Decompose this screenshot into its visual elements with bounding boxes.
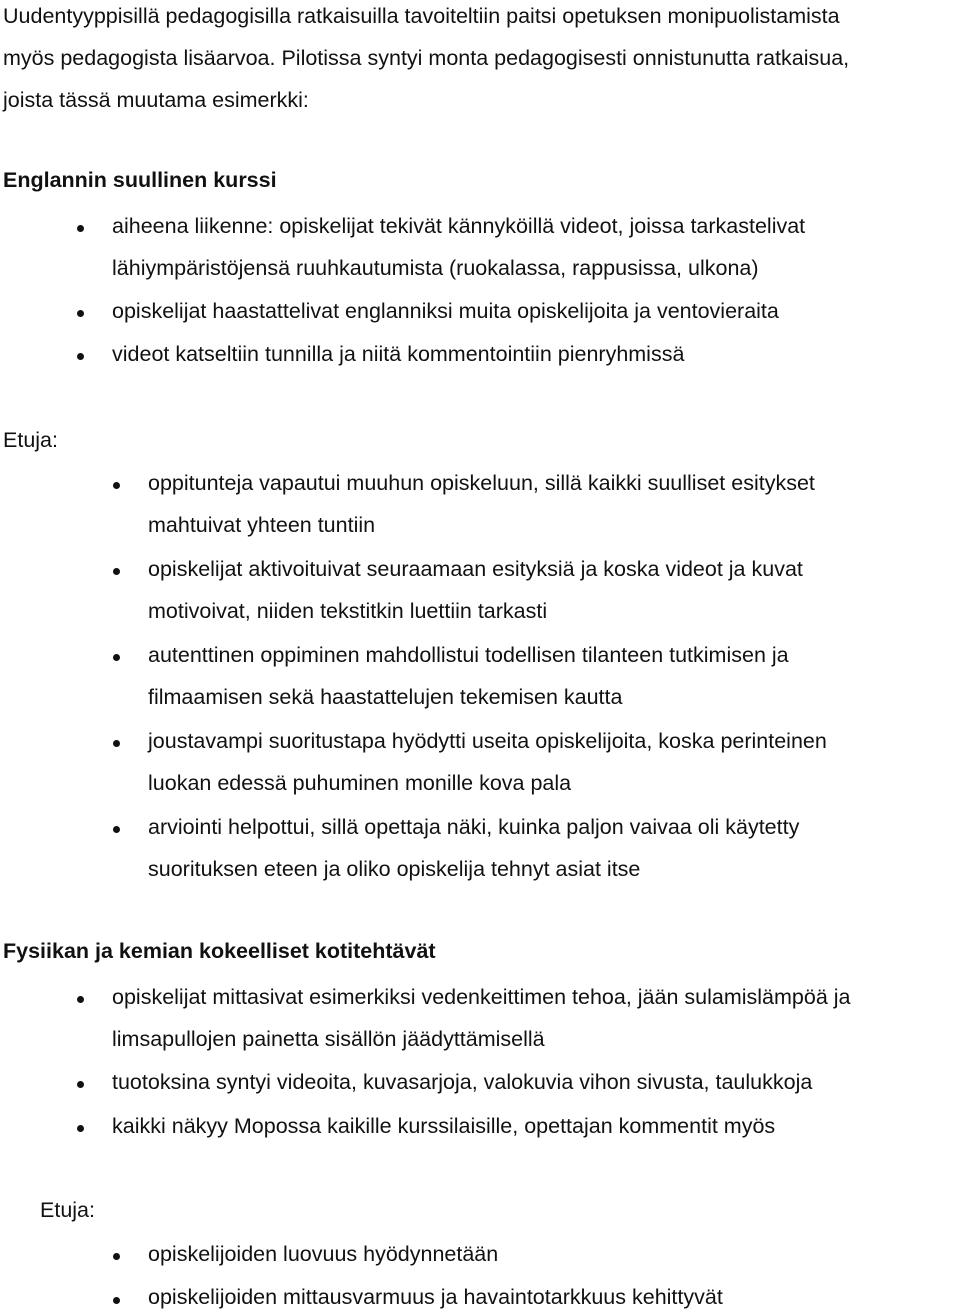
bullet-icon (113, 826, 120, 833)
list-item-line: opiskelijat aktivoituivat seuraamaan esityksiä ja koska videot ja kuvat (148, 557, 803, 581)
list-item-line: joustavampi suoritustapa hyödytti useita opiskelijoita, koska perinteinen (148, 729, 827, 753)
section-heading-english: Englannin suullinen kurssi (3, 168, 277, 192)
list-item-line: limsapullojen painetta sisällön jäädyttämisellä (112, 1027, 545, 1051)
bullet-icon (113, 482, 120, 489)
bullet-icon (77, 353, 84, 360)
list-item-line: filmaamisen sekä haastattelujen tekemisen kautta (148, 685, 623, 709)
list-item-line: opiskelijat mittasivat esimerkiksi vedenkeittimen tehoa, jään sulamislämpöä ja (112, 985, 851, 1009)
list-item-line: arviointi helpottui, sillä opettaja näki, kuinka paljon vaivaa oli käytetty (148, 815, 800, 839)
list-item-line: oppitunteja vapautui muuhun opiskeluun, sillä kaikki suulliset esitykset (148, 471, 815, 495)
list-item-line: videot katseltiin tunnilla ja niitä kommentointiin pienryhmissä (112, 342, 685, 366)
list-item-line: kaikki näkyy Mopossa kaikille kurssilaisille, opettajan kommentit myös (112, 1114, 776, 1138)
bullet-icon (113, 1297, 120, 1304)
list-item-line: aiheena liikenne: opiskelijat tekivät kännyköillä videot, joissa tarkastelivat (112, 214, 806, 238)
bullet-icon (113, 740, 120, 747)
bullet-icon (77, 1081, 84, 1088)
list-item-line: opiskelijoiden mittausvarmuus ja havaintotarkkuus kehittyvät (148, 1285, 723, 1309)
intro-line-3: joista tässä muutama esimerkki: (3, 88, 309, 112)
bullet-icon (77, 1125, 84, 1132)
benefits-label: Etuja: (40, 1198, 95, 1222)
list-item-line: opiskelijat haastattelivat englanniksi muita opiskelijoita ja ventovieraita (112, 299, 779, 323)
list-item-line: tuotoksina syntyi videoita, kuvasarjoja, valokuvia vihon sivusta, taulukkoja (112, 1070, 813, 1094)
list-item-line: lähiympäristöjensä ruuhkautumista (ruokalassa, rappusissa, ulkona) (112, 256, 759, 280)
bullet-icon (77, 310, 84, 317)
bullet-icon (77, 225, 84, 232)
intro-line-2: myös pedagogista lisäarvoa. Pilotissa syntyi monta pedagogisesti onnistunutta ratkaisua, (3, 46, 850, 70)
bullet-icon (113, 654, 120, 661)
list-item-line: luokan edessä puhuminen monille kova pala (148, 771, 572, 795)
intro-line-1: Uudentyyppisillä pedagogisilla ratkaisuilla tavoiteltiin paitsi opetuksen monipuolistamista (3, 4, 840, 28)
bullet-icon (113, 1253, 120, 1260)
benefits-label: Etuja: (3, 428, 58, 452)
list-item-line: opiskelijoiden luovuus hyödynnetään (148, 1242, 499, 1266)
bullet-icon (113, 568, 120, 575)
section-heading-physics: Fysiikan ja kemian kokeelliset kotitehtävät (3, 939, 436, 963)
bullet-icon (77, 996, 84, 1003)
list-item-line: autenttinen oppiminen mahdollistui todellisen tilanteen tutkimisen ja (148, 643, 789, 667)
list-item-line: motivoivat, niiden tekstitkin luettiin tarkasti (148, 599, 548, 623)
list-item-line: suorituksen eteen ja oliko opiskelija tehnyt asiat itse (148, 857, 641, 881)
list-item-line: mahtuivat yhteen tuntiin (148, 513, 376, 537)
